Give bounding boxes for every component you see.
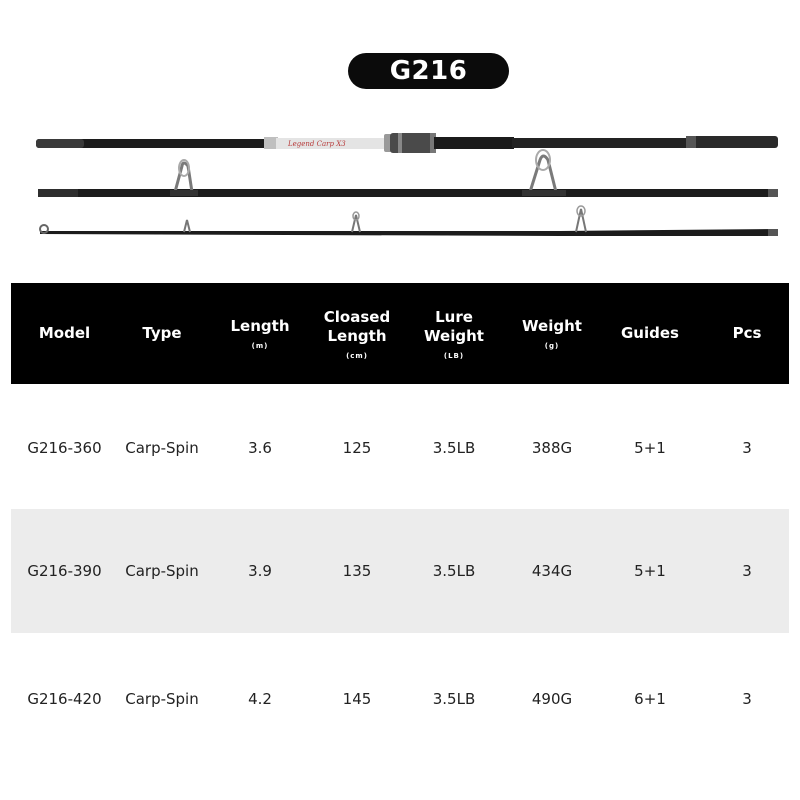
- col-header-unit: (LB): [443, 351, 465, 360]
- cell-lure-weight: 3.5LB: [432, 690, 476, 708]
- model-title: G216: [389, 56, 468, 86]
- col-header-pcs: [697, 283, 797, 384]
- col-header-label: Weight: [522, 317, 582, 335]
- cell-length: 3.6: [248, 439, 272, 457]
- table-row: [11, 637, 789, 761]
- table-row: [11, 386, 789, 510]
- col-header-label: Lure Weight: [424, 307, 484, 345]
- col-header-lure-weight: [404, 283, 504, 384]
- cell-guides: 6+1: [634, 690, 666, 708]
- cell-lure-weight: 3.5LB: [432, 562, 476, 580]
- col-header-label: Model: [38, 324, 91, 342]
- col-header-label: Pcs: [732, 324, 762, 342]
- cell-guides: 5+1: [634, 439, 666, 457]
- spec-table-header: [11, 283, 789, 384]
- cell-length: 3.9: [248, 562, 272, 580]
- cell-type: Carp-Spin: [125, 690, 199, 708]
- table-row: [11, 509, 789, 633]
- col-header-length: [210, 283, 310, 384]
- rod-tip-section: [40, 206, 778, 236]
- col-header-closed-length: [307, 283, 407, 384]
- col-header-model: [11, 283, 118, 384]
- cell-type: Carp-Spin: [125, 562, 199, 580]
- rod-middle-section: [38, 150, 778, 197]
- cell-closed-length: 145: [342, 690, 372, 708]
- cell-lure-weight: 3.5LB: [432, 439, 476, 457]
- rod-butt-section: [36, 133, 778, 153]
- cell-weight: 388G: [531, 439, 573, 457]
- rod-label-text: Legend Carp X3: [288, 140, 346, 148]
- col-header-guides: [600, 283, 700, 384]
- carp-rod-sections-icon: [0, 0, 800, 260]
- cell-type: Carp-Spin: [125, 439, 199, 457]
- cell-closed-length: 135: [342, 562, 372, 580]
- col-header-unit: (cm): [346, 351, 368, 360]
- col-header-unit: (m): [251, 342, 269, 350]
- col-header-unit: (g): [544, 342, 560, 350]
- col-header-label: Length: [230, 317, 290, 335]
- cell-closed-length: 125: [342, 439, 372, 457]
- cell-pcs: 3: [742, 690, 752, 708]
- cell-guides: 5+1: [634, 562, 666, 580]
- cell-pcs: 3: [742, 562, 752, 580]
- col-header-label: Guides: [621, 324, 679, 342]
- cell-model: G216-360: [27, 439, 102, 457]
- cell-pcs: 3: [742, 439, 752, 457]
- cell-model: G216-420: [27, 690, 102, 708]
- col-header-label: Type: [142, 324, 182, 342]
- cell-length: 4.2: [248, 690, 272, 708]
- cell-model: G216-390: [27, 562, 102, 580]
- col-header-type: [114, 283, 210, 384]
- cell-weight: 490G: [531, 690, 573, 708]
- col-header-label: Cloased Length: [323, 307, 391, 345]
- cell-weight: 434G: [531, 562, 573, 580]
- col-header-weight: [502, 283, 602, 384]
